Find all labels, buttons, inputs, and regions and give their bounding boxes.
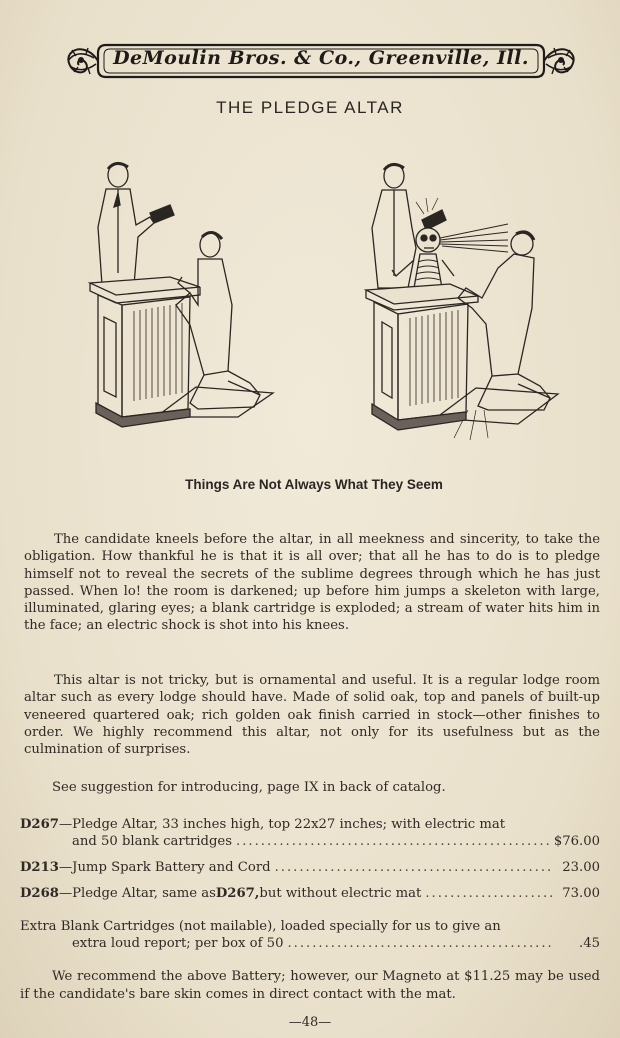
item-description: —Pledge Altar, 33 inches high, top 22x27 inches; with electric mat bbox=[58, 817, 506, 832]
item-description: —Pledge Altar, same as bbox=[58, 886, 216, 901]
pledge-altar-illustration-left bbox=[78, 155, 278, 450]
banner-text: DeMoulin Bros. & Co., Greenville, Ill. bbox=[113, 47, 529, 69]
item-price: 23.00 bbox=[562, 860, 600, 875]
description-paragraph-1: The candidate kneels before the altar, in all meekness and sincerity, to take the obligation. How thankful he is that it is all over; that all he has to do is to pledge himself not to reveal the secrets of the sublime degrees through which he has just passed. When lo! the room is darkened; up before him jumps a skeleton with large, illuminated, glaring eyes; a blank cartridge is exploded; a stream of water hits him in the face; an electric shock is shot into his knees. bbox=[24, 532, 600, 634]
price-item-d213 bbox=[20, 859, 600, 876]
item-price: $76.00 bbox=[553, 834, 600, 850]
price-item-d267 bbox=[20, 816, 600, 851]
leader-dots bbox=[425, 885, 554, 902]
price-item-cartridges bbox=[20, 918, 600, 953]
closing-paragraph: We recommend the above Battery; however, our Magneto at $11.25 may be used if the candidate's bare skin comes in direct contact with the mat. bbox=[20, 969, 600, 1002]
item-description-cont: extra loud report; per box of 50 bbox=[72, 936, 284, 952]
catalog-suggestion-note: See suggestion for introducing, page IX in back of catalog. bbox=[52, 780, 446, 795]
leader-dots bbox=[275, 859, 554, 876]
page-title: THE PLEDGE ALTAR bbox=[216, 98, 404, 117]
illustration-caption: Things Are Not Always What They Seem bbox=[185, 477, 443, 492]
item-price: 73.00 bbox=[562, 886, 600, 901]
item-description: —Jump Spark Battery and Cord bbox=[58, 860, 271, 875]
pledge-altar-illustration-right bbox=[358, 148, 568, 450]
item-description: Extra Blank Cartridges (not mailable), loaded specially for us to give an bbox=[20, 919, 501, 934]
item-code: D267 bbox=[20, 817, 59, 832]
item-code: D268 bbox=[20, 886, 59, 901]
price-item-d268 bbox=[20, 885, 600, 902]
header-banner bbox=[66, 42, 576, 80]
leader-dots bbox=[287, 935, 554, 952]
item-reference: D267, bbox=[215, 886, 260, 901]
item-description-end: but without electric mat bbox=[259, 886, 422, 901]
item-description-cont: and 50 blank cartridges bbox=[72, 834, 232, 850]
description-paragraph-2: This altar is not tricky, but is ornamental and useful. It is a regular lodge room altar such as every lodge should have. Made of solid oak, top and panels of built-up veneered quartered oak; rich golden oak finish carried in stock—other finishes to order. We highly recommend this altar, not only for its usefulness but as the culmination of surprises. bbox=[24, 673, 600, 758]
item-code: D213 bbox=[20, 860, 59, 875]
leader-dots bbox=[236, 833, 550, 850]
page-number: —48— bbox=[288, 1015, 332, 1030]
item-price: .45 bbox=[579, 936, 600, 952]
